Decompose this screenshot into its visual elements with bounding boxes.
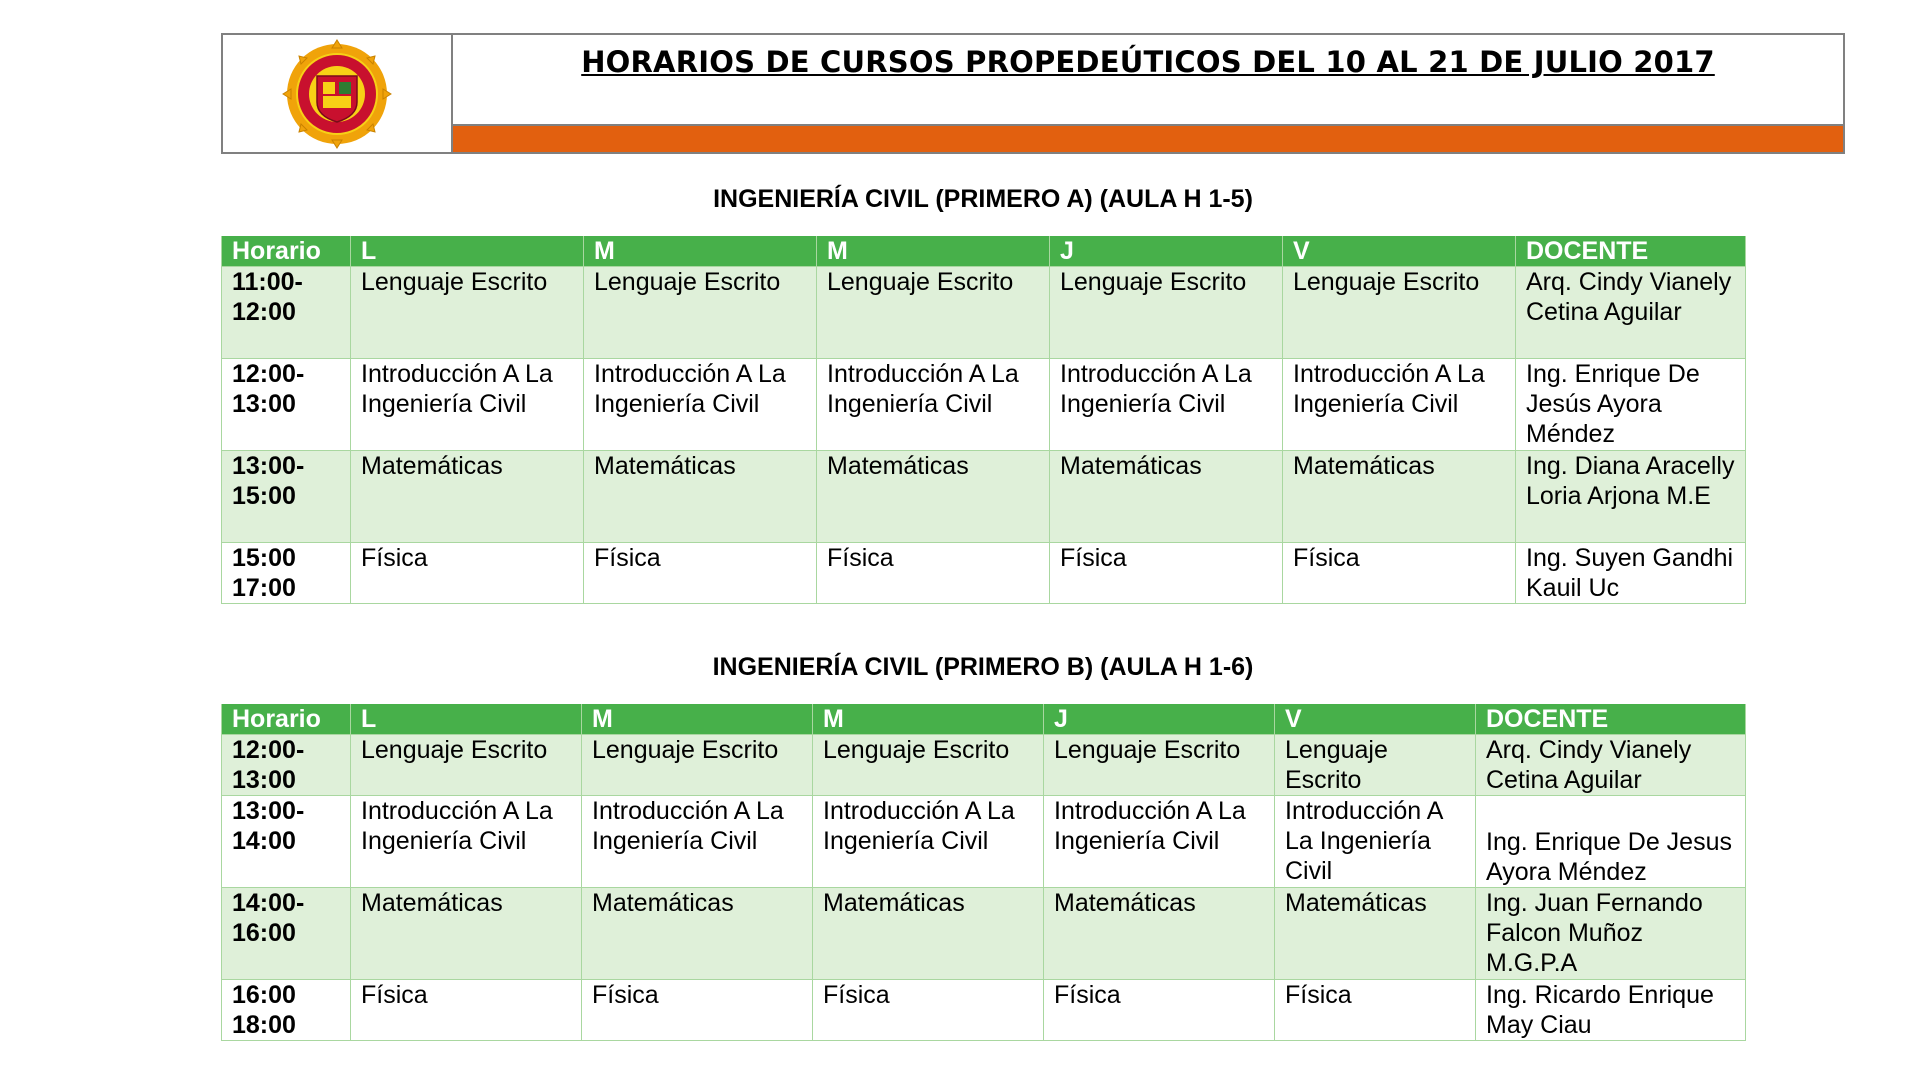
time-cell: 13:00- 14:00: [222, 796, 351, 888]
time-cell: 12:00- 13:00: [222, 359, 351, 451]
course-cell: Física: [1050, 543, 1283, 604]
docente-cell: Arq. Cindy Vianely Cetina Aguilar: [1516, 267, 1746, 359]
docente-cell: Ing. Juan Fernando Falcon Muñoz M.G.P.A: [1476, 888, 1746, 980]
course-cell: Introducción A La Ingeniería Civil: [1275, 796, 1476, 888]
table-row: [222, 796, 1746, 888]
course-cell: Introducción A La Ingeniería Civil: [584, 359, 817, 451]
course-cell: Física: [351, 543, 584, 604]
document-title: HORARIOS DE CURSOS PROPEDEÚTICOS DEL 10 AL 21 DE JULIO 2017: [581, 45, 1715, 79]
course-cell: Física: [1283, 543, 1516, 604]
course-cell: Lenguaje Escrito: [1044, 735, 1275, 796]
docente-cell: Ing. Suyen Gandhi Kauil Uc: [1516, 543, 1746, 604]
header-cell: L: [351, 704, 582, 735]
title-cell: [453, 35, 1843, 152]
header-cell: J: [1044, 704, 1275, 735]
course-cell: Introducción A La Ingeniería Civil: [582, 796, 813, 888]
course-cell: Lenguaje Escrito: [351, 267, 584, 359]
table-row: [222, 980, 1746, 1041]
time-cell: 16:00 18:00: [222, 980, 351, 1041]
header-cell: M: [582, 704, 813, 735]
course-cell: Matemáticas: [582, 888, 813, 980]
table-row: [222, 543, 1746, 604]
course-cell: Lenguaje Escrito: [582, 735, 813, 796]
time-cell: 14:00- 16:00: [222, 888, 351, 980]
section-title-primero-a: INGENIERÍA CIVIL (PRIMERO A) (AULA H 1-5): [713, 185, 1253, 213]
time-cell: 13:00- 15:00: [222, 451, 351, 543]
section-title-primero-b: INGENIERÍA CIVIL (PRIMERO B) (AULA H 1-6): [712, 653, 1254, 681]
course-cell: Lenguaje Escrito: [813, 735, 1044, 796]
docente-cell: Ing. Ricardo Enrique May Ciau: [1476, 980, 1746, 1041]
institution-seal-icon: [282, 39, 392, 149]
time-cell: 12:00- 13:00: [222, 735, 351, 796]
table-header-row: [222, 704, 1746, 735]
course-cell: Matemáticas: [1050, 451, 1283, 543]
header-cell: Horario: [222, 704, 351, 735]
docente-cell: Ing. Enrique De Jesus Ayora Méndez: [1476, 796, 1746, 888]
course-cell: Introducción A La Ingeniería Civil: [351, 796, 582, 888]
header-cell: M: [813, 704, 1044, 735]
schedule-table-primero-b: [221, 704, 1746, 1041]
course-cell: Matemáticas: [351, 888, 582, 980]
course-cell: Matemáticas: [1275, 888, 1476, 980]
header-cell: DOCENTE: [1516, 236, 1746, 267]
course-cell: Lenguaje Escrito: [1050, 267, 1283, 359]
header-cell: M: [584, 236, 817, 267]
course-cell: Matemáticas: [813, 888, 1044, 980]
course-cell: Introducción A La Ingeniería Civil: [1050, 359, 1283, 451]
course-cell: Matemáticas: [817, 451, 1050, 543]
table-header-row: [222, 236, 1746, 267]
table-row: [222, 451, 1746, 543]
header-cell: V: [1283, 236, 1516, 267]
course-cell: Lenguaje Escrito: [817, 267, 1050, 359]
docente-cell: Ing. Diana Aracelly Loria Arjona M.E: [1516, 451, 1746, 543]
time-cell: 15:00 17:00: [222, 543, 351, 604]
course-cell: Introducción A La Ingeniería Civil: [351, 359, 584, 451]
course-cell: Física: [351, 980, 582, 1041]
course-cell: Lenguaje Escrito: [1275, 735, 1476, 796]
header-cell: V: [1275, 704, 1476, 735]
course-cell: Física: [817, 543, 1050, 604]
table-row: [222, 267, 1746, 359]
course-cell: Introducción A La Ingeniería Civil: [813, 796, 1044, 888]
header-cell: Horario: [222, 236, 351, 267]
course-cell: Matemáticas: [1044, 888, 1275, 980]
orange-accent-bar: [453, 124, 1843, 152]
course-cell: Introducción A La Ingeniería Civil: [1044, 796, 1275, 888]
header-cell: M: [817, 236, 1050, 267]
docente-cell: Ing. Enrique De Jesús Ayora Méndez: [1516, 359, 1746, 451]
course-cell: Lenguaje Escrito: [584, 267, 817, 359]
schedule-table-primero-a: [221, 236, 1746, 604]
table-row: [222, 735, 1746, 796]
course-cell: Matemáticas: [1283, 451, 1516, 543]
course-cell: Matemáticas: [584, 451, 817, 543]
course-cell: Introducción A La Ingeniería Civil: [817, 359, 1050, 451]
logo-cell: [223, 35, 453, 152]
course-cell: Lenguaje Escrito: [1283, 267, 1516, 359]
table-row: [222, 359, 1746, 451]
header-cell: L: [351, 236, 584, 267]
course-cell: Física: [813, 980, 1044, 1041]
header-cell: DOCENTE: [1476, 704, 1746, 735]
course-cell: Física: [1044, 980, 1275, 1041]
course-cell: Física: [582, 980, 813, 1041]
header-cell: J: [1050, 236, 1283, 267]
course-cell: Introducción A La Ingeniería Civil: [1283, 359, 1516, 451]
course-cell: Lenguaje Escrito: [351, 735, 582, 796]
time-cell: 11:00- 12:00: [222, 267, 351, 359]
course-cell: Física: [584, 543, 817, 604]
table-row: [222, 888, 1746, 980]
course-cell: Matemáticas: [351, 451, 584, 543]
docente-cell: Arq. Cindy Vianely Cetina Aguilar: [1476, 735, 1746, 796]
course-cell: Física: [1275, 980, 1476, 1041]
header-box: [221, 33, 1845, 154]
